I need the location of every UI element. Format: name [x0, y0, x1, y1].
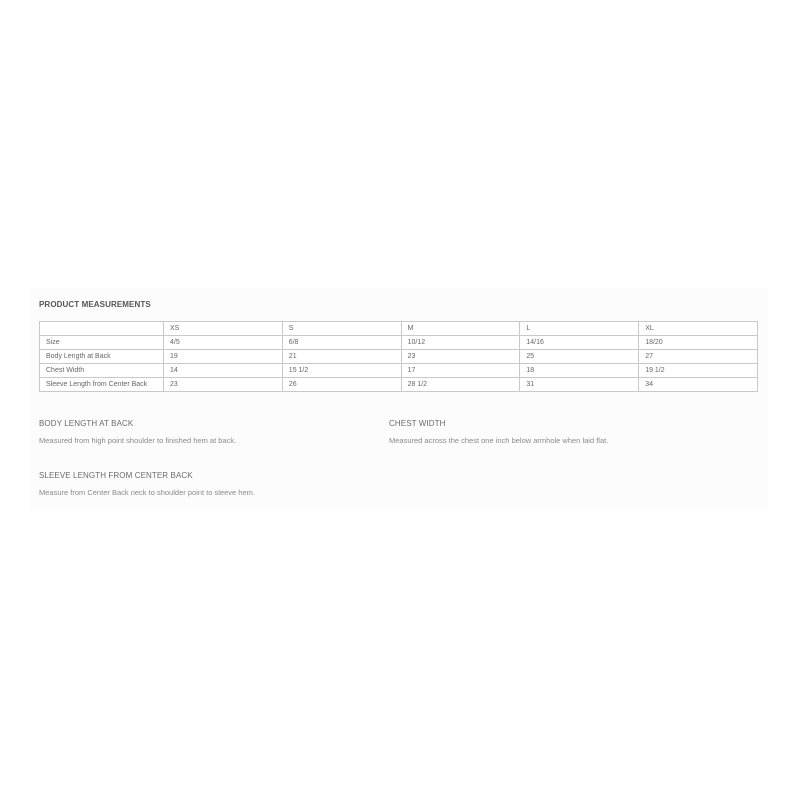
table-cell: 6/8	[282, 336, 401, 350]
table-cell: 21	[282, 350, 401, 364]
header-cell: XL	[639, 322, 758, 336]
table-cell: 34	[639, 378, 758, 392]
definition-description: Measured from high point shoulder to finished hem at back.	[39, 436, 237, 445]
definition-chest-width	[389, 419, 608, 445]
table-cell: 19 1/2	[639, 364, 758, 378]
row-label: Sleeve Length from Center Back	[40, 378, 164, 392]
definition-title: SLEEVE LENGTH FROM CENTER BACK	[39, 471, 193, 480]
table-cell: 4/5	[164, 336, 283, 350]
table-row	[40, 336, 758, 350]
header-cell	[40, 322, 164, 336]
table-cell: 28 1/2	[401, 378, 520, 392]
measurements-table	[39, 321, 758, 392]
row-label: Size	[40, 336, 164, 350]
table-cell: 17	[401, 364, 520, 378]
table-row	[40, 350, 758, 364]
table-cell: 19	[164, 350, 283, 364]
table-header-row	[40, 322, 758, 336]
header-cell: S	[282, 322, 401, 336]
table-cell: 23	[401, 350, 520, 364]
row-label: Body Length at Back	[40, 350, 164, 364]
table-cell: 15 1/2	[282, 364, 401, 378]
definition-body-length	[39, 419, 236, 445]
definition-description: Measure from Center Back neck to shoulder point to sleeve hem.	[39, 488, 255, 497]
header-cell: XS	[164, 322, 283, 336]
table-cell: 25	[520, 350, 639, 364]
table-cell: 14	[164, 364, 283, 378]
table-row	[40, 378, 758, 392]
section-title: PRODUCT MEASUREMENTS	[39, 300, 151, 309]
table-cell: 27	[639, 350, 758, 364]
header-cell: M	[401, 322, 520, 336]
table-cell: 31	[520, 378, 639, 392]
header-cell: L	[520, 322, 639, 336]
table-cell: 10/12	[401, 336, 520, 350]
definition-sleeve-length	[39, 471, 255, 497]
table-cell: 23	[164, 378, 283, 392]
definition-title: BODY LENGTH AT BACK	[39, 419, 134, 428]
definition-description: Measured across the chest one inch below armhole when laid flat.	[389, 436, 609, 445]
table-cell: 18	[520, 364, 639, 378]
definition-title: CHEST WIDTH	[389, 419, 446, 428]
table-cell: 14/16	[520, 336, 639, 350]
row-label: Chest Width	[40, 364, 164, 378]
table-row	[40, 364, 758, 378]
table-cell: 26	[282, 378, 401, 392]
table-cell: 18/20	[639, 336, 758, 350]
